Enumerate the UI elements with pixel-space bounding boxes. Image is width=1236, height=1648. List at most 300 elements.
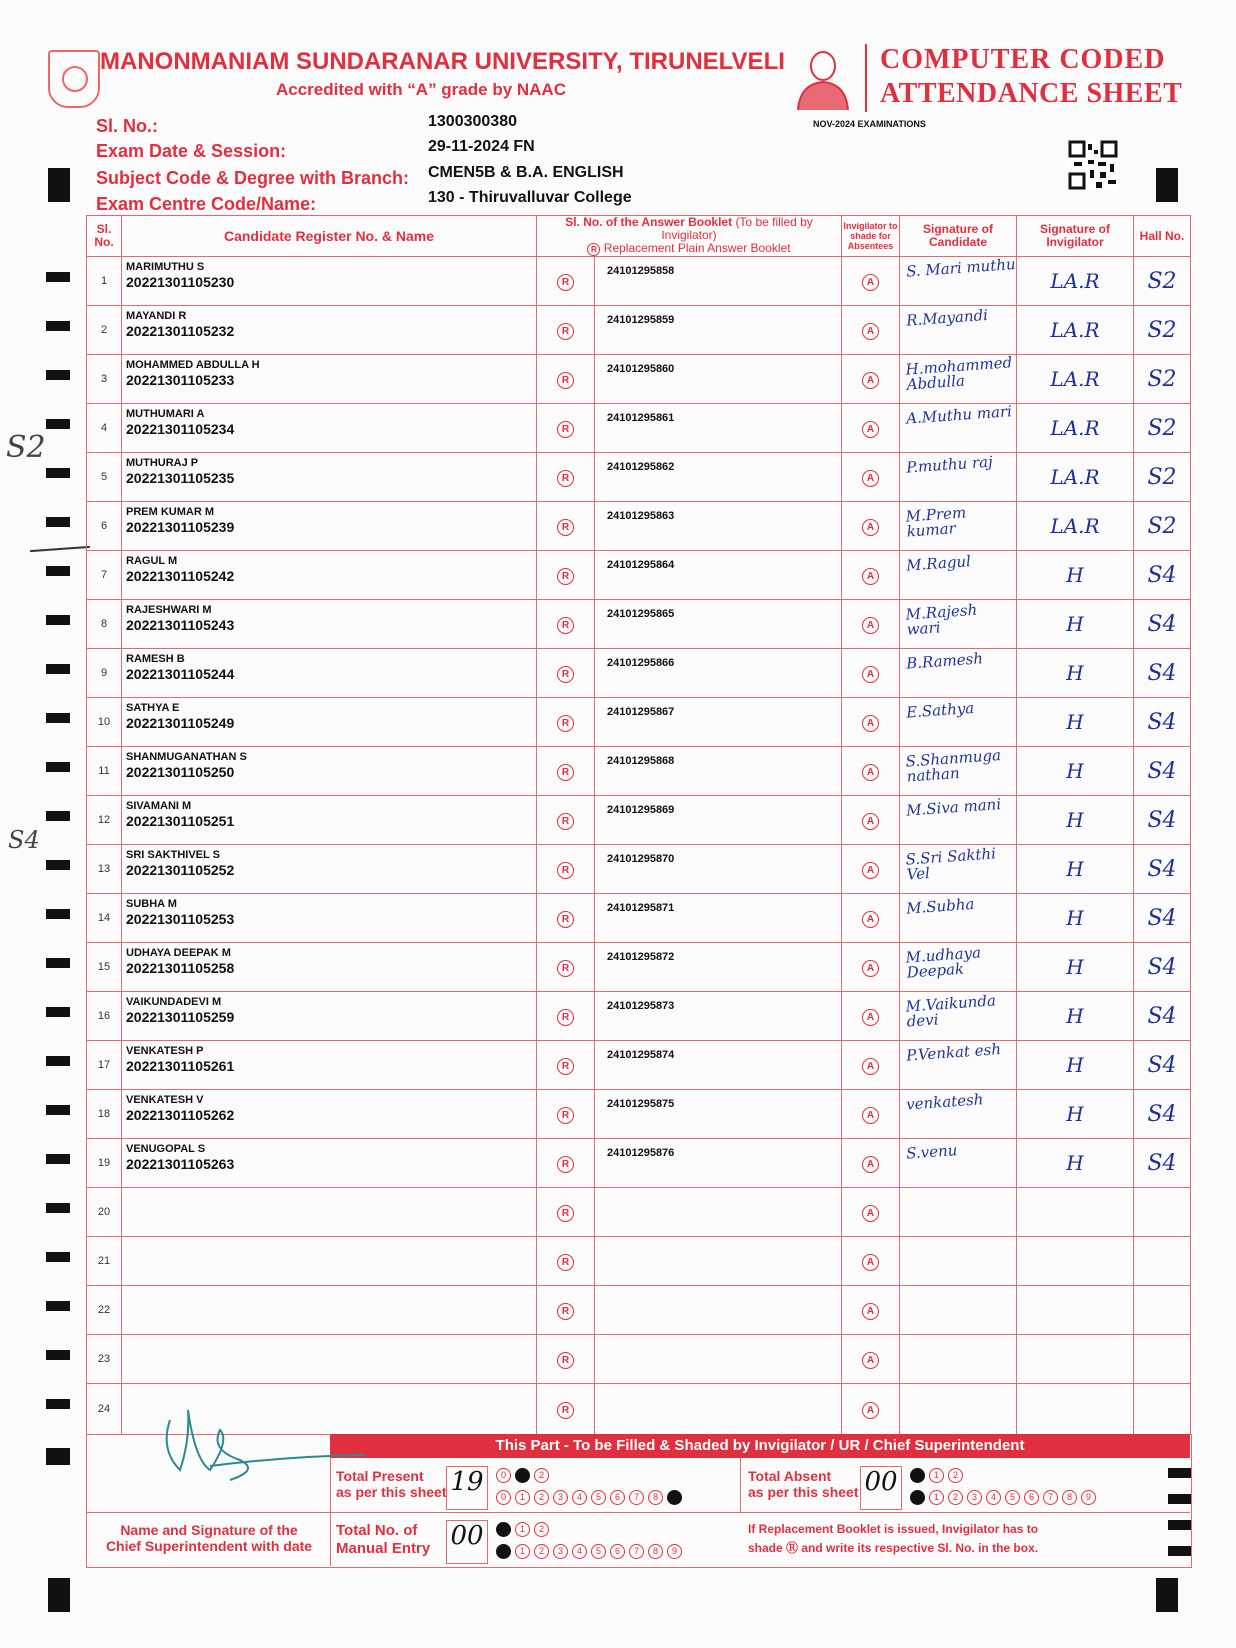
booklet-number: 24101295863 xyxy=(607,510,675,522)
row-sl: 14 xyxy=(87,894,122,943)
candidate-signature: B.Ramesh xyxy=(905,649,984,673)
register-number xyxy=(122,1388,536,1389)
replacement-bubble-icon[interactable]: R xyxy=(557,715,574,732)
absent-cell[interactable] xyxy=(842,1286,900,1335)
invigilator-signature: H xyxy=(1017,796,1134,845)
hall-number: S4 xyxy=(1134,1139,1191,1188)
booklet-cell[interactable] xyxy=(595,257,842,306)
absent-cell[interactable] xyxy=(842,306,900,355)
table-row xyxy=(87,257,1191,306)
replacement-bubble-icon[interactable]: R xyxy=(557,470,574,487)
candidate-signature-cell xyxy=(900,1384,1017,1435)
candidate-signature: M.Subha xyxy=(905,894,975,918)
table-row xyxy=(87,943,1191,992)
booklet-cell[interactable] xyxy=(595,1188,842,1237)
col-booklet xyxy=(537,216,842,257)
accreditation: Accredited with “A” grade by NAAC xyxy=(276,80,566,99)
candidate-signature: M.udhaya Deepak xyxy=(905,943,982,982)
replacement-cell[interactable] xyxy=(537,1384,595,1435)
register-number: 20221301105244 xyxy=(126,666,235,682)
absent-bubble-icon[interactable]: A xyxy=(862,1107,879,1124)
absent-bubble-icon[interactable]: A xyxy=(862,617,879,634)
absent-bubble-icon[interactable]: A xyxy=(862,715,879,732)
table-row xyxy=(87,1335,1191,1384)
replacement-bubble-icon[interactable]: R xyxy=(557,666,574,683)
manual-units-bubbles[interactable] xyxy=(496,1541,686,1559)
candidate-signature-cell xyxy=(900,845,1017,894)
candidate-signature: R.Mayandi xyxy=(905,305,989,330)
replacement-cell[interactable] xyxy=(537,1090,595,1139)
candidate-signature-cell xyxy=(900,1188,1017,1237)
booklet-number xyxy=(595,1286,841,1294)
replacement-bubble-icon[interactable]: R xyxy=(557,1303,574,1320)
total-present-label-2: as per this sheet xyxy=(336,1484,447,1500)
hall-number: S4 xyxy=(1134,845,1191,894)
booklet-cell[interactable] xyxy=(595,1090,842,1139)
booklet-cell[interactable] xyxy=(595,551,842,600)
absent-cell[interactable] xyxy=(842,404,900,453)
replacement-bubble-icon[interactable]: R xyxy=(557,617,574,634)
replacement-cell[interactable] xyxy=(537,600,595,649)
replacement-bubble-icon[interactable]: R xyxy=(557,1156,574,1173)
digit-bubble[interactable]: 1 xyxy=(515,1544,530,1559)
candidate-name: SUBHA M xyxy=(126,898,177,910)
digit-bubble[interactable]: 3 xyxy=(553,1544,568,1559)
row-sl: 15 xyxy=(87,943,122,992)
absent-bubble-icon[interactable]: A xyxy=(862,1352,879,1369)
replacement-bubble-icon[interactable]: R xyxy=(557,519,574,536)
replacement-cell[interactable] xyxy=(537,1139,595,1188)
row-sl: 5 xyxy=(87,453,122,502)
candidate-name: MOHAMMED ABDULLA H xyxy=(126,359,260,371)
hall-number: S2 xyxy=(1134,453,1191,502)
absent-cell[interactable] xyxy=(842,894,900,943)
row-sl: 24 xyxy=(87,1384,122,1435)
candidate-name: VAIKUNDADEVI M xyxy=(126,996,222,1008)
absent-bubble-icon[interactable]: A xyxy=(862,1402,879,1419)
absent-cell[interactable] xyxy=(842,796,900,845)
table-row xyxy=(87,1041,1191,1090)
booklet-cell[interactable] xyxy=(595,1335,842,1384)
hall-number: S4 xyxy=(1134,551,1191,600)
timing-mark xyxy=(46,1301,70,1311)
margin-note-lower: S4 xyxy=(8,826,40,854)
absent-cell[interactable] xyxy=(842,1384,900,1435)
row-candidate xyxy=(122,355,537,404)
invigilator-signature: LA.R xyxy=(1017,306,1134,355)
booklet-cell[interactable] xyxy=(595,1286,842,1335)
present-tens-bubbles[interactable] xyxy=(496,1465,553,1483)
digit-bubble[interactable]: 9 xyxy=(1081,1490,1096,1505)
replacement-bubble-icon[interactable]: R xyxy=(557,1402,574,1419)
absent-cell[interactable] xyxy=(842,1090,900,1139)
absent-cell[interactable] xyxy=(842,992,900,1041)
absent-bubble-icon[interactable]: A xyxy=(862,813,879,830)
digit-bubble[interactable]: 8 xyxy=(648,1544,663,1559)
digit-bubble[interactable]: 2 xyxy=(534,1468,549,1483)
replacement-cell[interactable] xyxy=(537,1237,595,1286)
row-candidate xyxy=(122,943,537,992)
replacement-cell[interactable] xyxy=(537,894,595,943)
hall-number: S2 xyxy=(1134,502,1191,551)
digit-bubble[interactable]: 0 xyxy=(910,1468,925,1483)
absent-bubble-icon[interactable]: A xyxy=(862,372,879,389)
absent-cell[interactable] xyxy=(842,502,900,551)
digit-bubble[interactable]: 4 xyxy=(986,1490,1001,1505)
replacement-cell[interactable] xyxy=(537,551,595,600)
digit-bubble[interactable]: 9 xyxy=(667,1490,682,1505)
booklet-number xyxy=(595,1384,841,1392)
absent-bubble-icon[interactable]: A xyxy=(862,1009,879,1026)
col-booklet-note: (To be filled by Invigilator) xyxy=(661,215,813,242)
qr-code-icon xyxy=(1068,140,1118,190)
absent-cell[interactable] xyxy=(842,1139,900,1188)
booklet-cell[interactable] xyxy=(595,649,842,698)
absent-cell[interactable] xyxy=(842,453,900,502)
candidate-signature-cell xyxy=(900,1041,1017,1090)
absent-cell[interactable] xyxy=(842,1335,900,1384)
manual-entry-label-2: Manual Entry xyxy=(336,1540,431,1557)
replacement-cell[interactable] xyxy=(537,453,595,502)
table-row xyxy=(87,1237,1191,1286)
total-absent-box[interactable] xyxy=(860,1466,902,1510)
absent-bubble-icon[interactable]: A xyxy=(862,323,879,340)
replacement-cell[interactable] xyxy=(537,698,595,747)
timing-mark xyxy=(46,566,70,576)
digit-bubble[interactable]: 1 xyxy=(929,1490,944,1505)
digit-bubble[interactable]: 6 xyxy=(1024,1490,1039,1505)
manual-entry-box[interactable] xyxy=(446,1520,488,1564)
replacement-bubble-icon[interactable]: R xyxy=(557,323,574,340)
total-present-box[interactable] xyxy=(446,1466,488,1510)
replacement-bubble-icon[interactable]: R xyxy=(557,1009,574,1026)
replacement-bubble-icon[interactable]: R xyxy=(557,764,574,781)
digit-bubble[interactable]: 1 xyxy=(515,1468,530,1483)
candidate-signature: S.venu xyxy=(905,1141,958,1163)
candidate-signature: H.mohammed Abdulla xyxy=(905,353,1013,394)
timing-mark xyxy=(46,468,70,478)
candidate-signature-cell xyxy=(900,1090,1017,1139)
digit-bubble[interactable]: 3 xyxy=(553,1490,568,1505)
absent-cell[interactable] xyxy=(842,698,900,747)
header-divider xyxy=(865,44,867,112)
candidate-signature: M.Siva mani xyxy=(905,795,1002,820)
replacement-cell[interactable] xyxy=(537,306,595,355)
digit-bubble[interactable]: 7 xyxy=(1043,1490,1058,1505)
invigilator-signature: H xyxy=(1017,747,1134,796)
digit-bubble[interactable]: 2 xyxy=(534,1544,549,1559)
digit-bubble[interactable]: 8 xyxy=(1062,1490,1077,1505)
absent-cell[interactable] xyxy=(842,600,900,649)
booklet-number: 24101295866 xyxy=(607,657,675,669)
absent-cell[interactable] xyxy=(842,845,900,894)
replacement-bubble-icon[interactable]: R xyxy=(557,372,574,389)
digit-bubble[interactable]: 1 xyxy=(929,1468,944,1483)
booklet-cell[interactable] xyxy=(595,502,842,551)
replacement-bubble-icon[interactable]: R xyxy=(557,1205,574,1222)
booklet-cell[interactable] xyxy=(595,747,842,796)
digit-bubble[interactable]: 7 xyxy=(629,1544,644,1559)
invigilator-signature: H xyxy=(1017,943,1134,992)
absent-bubble-icon[interactable]: A xyxy=(862,862,879,879)
absent-cell[interactable] xyxy=(842,1188,900,1237)
booklet-cell[interactable] xyxy=(595,1041,842,1090)
table-row xyxy=(87,698,1191,747)
digit-bubble[interactable]: 9 xyxy=(667,1544,682,1559)
replacement-cell[interactable] xyxy=(537,355,595,404)
table-row xyxy=(87,600,1191,649)
booklet-cell[interactable] xyxy=(595,404,842,453)
replacement-bubble-icon[interactable]: R xyxy=(557,1107,574,1124)
row-sl: 20 xyxy=(87,1188,122,1237)
booklet-number: 24101295870 xyxy=(607,853,675,865)
candidate-name: SRI SAKTHIVEL S xyxy=(126,849,220,861)
digit-bubble[interactable]: 5 xyxy=(591,1544,606,1559)
candidate-name: UDHAYA DEEPAK M xyxy=(126,947,231,959)
row-candidate xyxy=(122,747,537,796)
register-number: 20221301105252 xyxy=(126,862,235,878)
table-row xyxy=(87,1139,1191,1188)
absent-cell[interactable] xyxy=(842,747,900,796)
booklet-cell[interactable] xyxy=(595,992,842,1041)
row-candidate xyxy=(122,404,537,453)
booklet-cell[interactable] xyxy=(595,1237,842,1286)
replacement-bubble-icon[interactable]: R xyxy=(557,1058,574,1075)
row-candidate xyxy=(122,992,537,1041)
booklet-cell[interactable] xyxy=(595,894,842,943)
booklet-cell[interactable] xyxy=(595,943,842,992)
candidate-signature-cell xyxy=(900,306,1017,355)
register-number xyxy=(122,1241,536,1242)
digit-bubble[interactable]: 1 xyxy=(515,1490,530,1505)
invigilator-signature: H xyxy=(1017,600,1134,649)
digit-bubble[interactable]: 5 xyxy=(591,1490,606,1505)
absent-bubble-icon[interactable]: A xyxy=(862,1303,879,1320)
absent-bubble-icon[interactable]: A xyxy=(862,470,879,487)
digit-bubble[interactable]: 6 xyxy=(610,1490,625,1505)
booklet-cell[interactable] xyxy=(595,453,842,502)
replacement-cell[interactable] xyxy=(537,992,595,1041)
candidate-name: SIVAMANI M xyxy=(126,800,192,812)
absent-cell[interactable] xyxy=(842,551,900,600)
replacement-cell[interactable] xyxy=(537,1041,595,1090)
table-row xyxy=(87,453,1191,502)
absent-cell[interactable] xyxy=(842,649,900,698)
digit-bubble[interactable]: 2 xyxy=(534,1522,549,1537)
candidate-signature: S. Mari muthu xyxy=(905,255,1017,281)
digit-bubble[interactable]: 7 xyxy=(629,1490,644,1505)
candidate-signature-cell xyxy=(900,894,1017,943)
absent-bubble-icon[interactable]: A xyxy=(862,1254,879,1271)
replacement-bubble-icon[interactable]: R xyxy=(557,1254,574,1271)
booklet-number: 24101295860 xyxy=(607,363,675,375)
absent-cell[interactable] xyxy=(842,257,900,306)
digit-bubble[interactable]: 4 xyxy=(572,1490,587,1505)
candidate-name: RAGUL M xyxy=(126,555,178,567)
digit-bubble[interactable]: 6 xyxy=(610,1544,625,1559)
row-candidate xyxy=(122,257,537,306)
booklet-cell[interactable] xyxy=(595,306,842,355)
absent-bubble-icon[interactable]: A xyxy=(862,1205,879,1222)
invigilator-signature: LA.R xyxy=(1017,355,1134,404)
absent-bubble-icon[interactable]: A xyxy=(862,274,879,291)
booklet-number: 24101295871 xyxy=(607,902,675,914)
col-hall: Hall No. xyxy=(1134,216,1191,257)
row-sl: 7 xyxy=(87,551,122,600)
digit-bubble[interactable]: 3 xyxy=(967,1490,982,1505)
booklet-cell[interactable] xyxy=(595,355,842,404)
table-row xyxy=(87,894,1191,943)
absent-bubble-icon[interactable]: A xyxy=(862,1156,879,1173)
absent-tens-bubbles[interactable] xyxy=(910,1465,967,1483)
replacement-cell[interactable] xyxy=(537,845,595,894)
row-sl: 8 xyxy=(87,600,122,649)
replacement-bubble-icon[interactable]: R xyxy=(557,421,574,438)
exam-date-value: 29-11-2024 FN xyxy=(428,138,535,155)
col-replacement: Replacement Plain Answer Booklet xyxy=(603,241,791,255)
register-number: 20221301105249 xyxy=(126,715,235,731)
table-row xyxy=(87,796,1191,845)
candidate-signature: E.Sathya xyxy=(905,698,975,722)
row-candidate xyxy=(122,551,537,600)
candidate-signature-cell xyxy=(900,747,1017,796)
digit-bubble[interactable]: 0 xyxy=(496,1544,511,1559)
absent-bubble-icon[interactable]: A xyxy=(862,764,879,781)
hall-number xyxy=(1134,1237,1191,1286)
booklet-cell[interactable] xyxy=(595,1384,842,1435)
row-sl: 22 xyxy=(87,1286,122,1335)
replacement-cell[interactable] xyxy=(537,502,595,551)
candidate-signature: M.Ragul xyxy=(905,552,972,575)
booklet-cell[interactable] xyxy=(595,796,842,845)
replacement-note-line-2: shade Ⓡ and write its respective Sl. No. in the box. xyxy=(748,1541,1039,1555)
candidate-name: VENUGOPAL S xyxy=(126,1143,206,1155)
replacement-cell[interactable] xyxy=(537,404,595,453)
digit-bubble[interactable]: 0 xyxy=(910,1490,925,1505)
hall-number: S2 xyxy=(1134,257,1191,306)
invigilator-signature: H xyxy=(1017,894,1134,943)
digit-bubble[interactable]: 4 xyxy=(572,1544,587,1559)
booklet-number: 24101295872 xyxy=(607,951,675,963)
candidate-name: MAYANDI R xyxy=(126,310,187,322)
hall-number: S2 xyxy=(1134,355,1191,404)
replacement-cell[interactable] xyxy=(537,796,595,845)
replacement-cell[interactable] xyxy=(537,649,595,698)
row-sl: 18 xyxy=(87,1090,122,1139)
booklet-number: 24101295868 xyxy=(607,755,675,767)
booklet-number: 24101295869 xyxy=(607,804,675,816)
booklet-cell[interactable] xyxy=(595,845,842,894)
absent-cell[interactable] xyxy=(842,1237,900,1286)
total-absent-value: 00 xyxy=(864,1467,898,1497)
absent-bubble-icon[interactable]: A xyxy=(862,519,879,536)
table-row xyxy=(87,992,1191,1041)
digit-bubble[interactable]: 2 xyxy=(948,1490,963,1505)
row-candidate xyxy=(122,1041,537,1090)
candidate-signature: S.Shanmuga nathan xyxy=(905,746,1002,786)
table-row xyxy=(87,551,1191,600)
absent-bubble-icon[interactable]: A xyxy=(862,960,879,977)
replacement-cell[interactable] xyxy=(537,747,595,796)
absent-units-bubbles[interactable] xyxy=(910,1487,1100,1505)
timing-mark xyxy=(46,321,70,331)
replacement-bubble-icon[interactable]: R xyxy=(557,911,574,928)
register-number xyxy=(122,1339,536,1340)
hall-number: S2 xyxy=(1134,404,1191,453)
booklet-number xyxy=(595,1237,841,1245)
row-sl: 19 xyxy=(87,1139,122,1188)
replacement-bubble-icon[interactable]: R xyxy=(557,862,574,879)
footer-banner: This Part - To be Filled & Shaded by Invigilator / UR / Chief Superintendent xyxy=(330,1434,1190,1458)
exam-centre-label: Exam Centre Code/Name: xyxy=(96,194,317,214)
table-row xyxy=(87,1286,1191,1335)
replacement-bubble-icon[interactable]: R xyxy=(557,960,574,977)
digit-bubble[interactable]: 2 xyxy=(534,1490,549,1505)
replacement-bubble-icon[interactable]: R xyxy=(557,1352,574,1369)
replacement-bubble-icon[interactable]: R xyxy=(557,568,574,585)
absent-bubble-icon[interactable]: A xyxy=(862,1058,879,1075)
row-candidate xyxy=(122,453,537,502)
replacement-cell[interactable] xyxy=(537,257,595,306)
digit-bubble[interactable]: 1 xyxy=(515,1522,530,1537)
subject-label: Subject Code & Degree with Branch: xyxy=(96,168,410,188)
exam-centre-value: 130 - Thiruvalluvar College xyxy=(428,189,632,206)
candidate-signature-cell xyxy=(900,1237,1017,1286)
manual-tens-bubbles[interactable] xyxy=(496,1519,553,1537)
row-sl: 10 xyxy=(87,698,122,747)
replacement-cell[interactable] xyxy=(537,1286,595,1335)
manual-entry-label xyxy=(336,1522,430,1558)
absent-bubble-icon[interactable]: A xyxy=(862,911,879,928)
booklet-cell[interactable] xyxy=(595,698,842,747)
timing-mark xyxy=(46,1350,70,1360)
present-units-bubbles[interactable] xyxy=(496,1487,686,1505)
absent-bubble-icon[interactable]: A xyxy=(862,421,879,438)
row-sl: 2 xyxy=(87,306,122,355)
sheet-title-line-1: COMPUTER CODED xyxy=(880,44,1166,75)
digit-bubble[interactable]: 5 xyxy=(1005,1490,1020,1505)
replacement-cell[interactable] xyxy=(537,1335,595,1384)
replacement-cell[interactable] xyxy=(537,1188,595,1237)
candidate-name: MARIMUTHU S xyxy=(126,261,205,273)
sl-no-value: 1300300380 xyxy=(428,113,517,130)
digit-bubble[interactable]: 8 xyxy=(648,1490,663,1505)
invigilator-signature xyxy=(1017,1335,1134,1384)
candidate-signature-cell xyxy=(900,551,1017,600)
booklet-cell[interactable] xyxy=(595,1139,842,1188)
digit-bubble[interactable]: 0 xyxy=(496,1468,511,1483)
absent-cell[interactable] xyxy=(842,1041,900,1090)
digit-bubble[interactable]: 0 xyxy=(496,1522,511,1537)
booklet-cell[interactable] xyxy=(595,600,842,649)
invigilator-signature: LA.R xyxy=(1017,502,1134,551)
timing-mark xyxy=(46,958,70,968)
replacement-bubble-icon[interactable]: R xyxy=(557,813,574,830)
row-sl: 3 xyxy=(87,355,122,404)
absent-cell[interactable] xyxy=(842,943,900,992)
hall-number: S4 xyxy=(1134,796,1191,845)
absent-bubble-icon[interactable]: A xyxy=(862,666,879,683)
digit-bubble[interactable]: 0 xyxy=(496,1490,511,1505)
replacement-cell[interactable] xyxy=(537,943,595,992)
candidate-signature: P.muthu raj xyxy=(905,452,994,477)
absent-bubble-icon[interactable]: A xyxy=(862,568,879,585)
replacement-bubble-icon[interactable]: R xyxy=(557,274,574,291)
absent-cell[interactable] xyxy=(842,355,900,404)
digit-bubble[interactable]: 2 xyxy=(948,1468,963,1483)
timing-mark xyxy=(46,909,70,919)
candidate-signature-cell xyxy=(900,943,1017,992)
